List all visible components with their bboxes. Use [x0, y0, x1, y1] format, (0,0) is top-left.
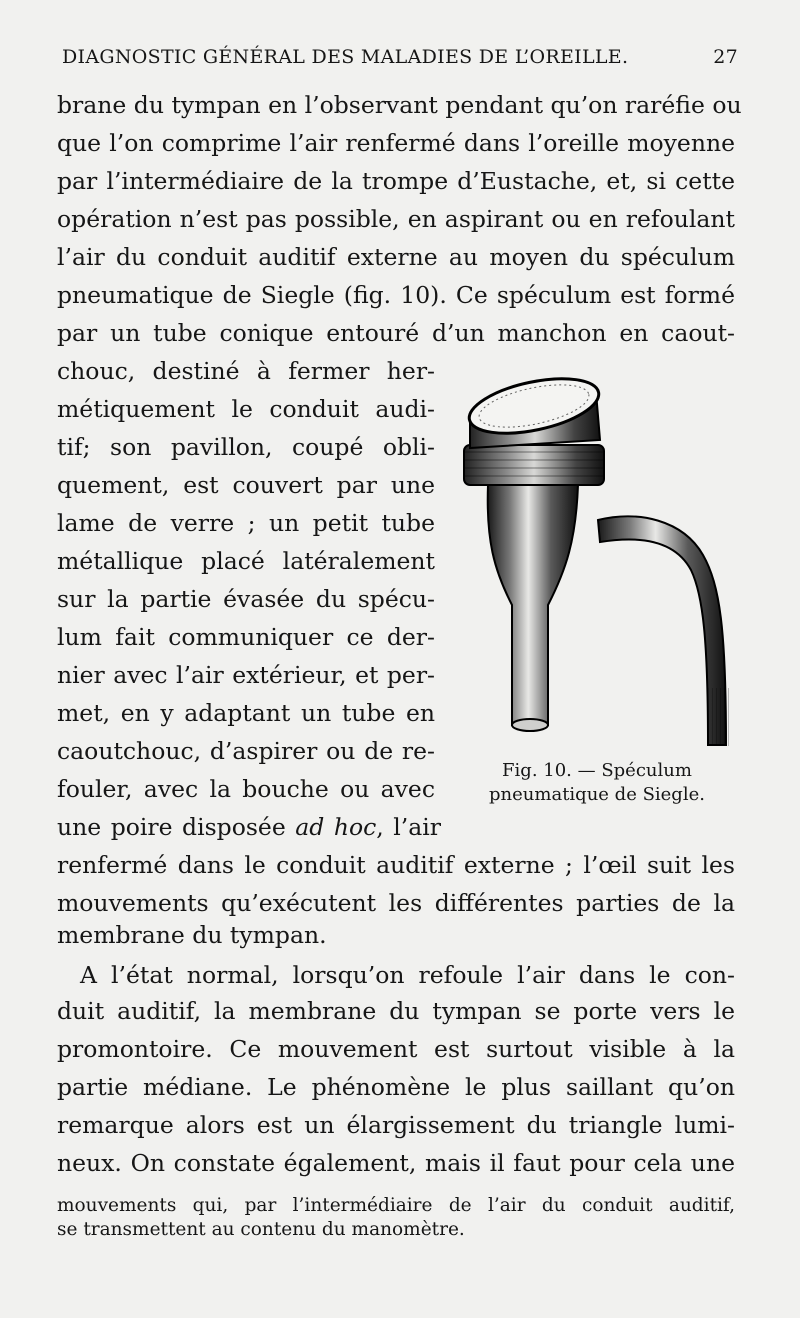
body-line: membrane du tympan.: [57, 921, 327, 949]
body-line: opération n’est pas possible, en aspirant ou en refoulant: [57, 205, 735, 233]
body-line: par un tube conique entouré d’un manchon en caout-: [57, 319, 735, 347]
body-line: tif; son pavillon, coupé obli-: [57, 433, 435, 461]
body-line: caoutchouc, d’aspirer ou de re-: [57, 737, 435, 765]
body-line: lame de verre ; un petit tube: [57, 509, 435, 537]
body-line: partie médiane. Le phénomène le plus saillant qu’on: [57, 1073, 735, 1101]
body-line: renfermé dans le conduit auditif externe ; l’œil suit les: [57, 851, 735, 879]
body-line: duit auditif, la membrane du tympan se porte vers le: [57, 997, 735, 1025]
body-line: chouc, destiné à fermer her-: [57, 357, 435, 385]
figure-caption: pneumatique de Siegle.: [489, 784, 705, 805]
body-line: mouvements qu’exécutent les différentes parties de la: [57, 889, 735, 917]
body-line: [57, 808, 441, 846]
body-text: une poire disposée: [57, 813, 296, 841]
body-line: pneumatique de Siegle (fig. 10). Ce spéculum est formé: [57, 281, 735, 309]
body-line: fouler, avec la bouche ou avec: [57, 775, 435, 803]
body-line: met, en y adaptant un tube en: [57, 699, 435, 727]
body-line: promontoire. Ce mouvement est surtout visible à la: [57, 1035, 735, 1063]
body-line: que l’on comprime l’air renfermé dans l’oreille moyenne: [57, 129, 735, 157]
body-text: , l’air: [376, 813, 442, 841]
footnote-line: se transmettent au contenu du manomètre.: [57, 1219, 465, 1240]
speculum-illustration: [448, 370, 748, 755]
body-line: sur la partie évasée du spécu-: [57, 585, 435, 613]
paragraph-first-line: A l’état normal, lorsqu’on refoule l’air dans le con-: [80, 961, 735, 989]
body-line: métiquement le conduit audi-: [57, 395, 435, 423]
page-number: 27: [713, 46, 738, 68]
body-line: nier avec l’air extérieur, et per-: [57, 661, 435, 689]
running-title: DIAGNOSTIC GÉNÉRAL DES MALADIES DE L’OREILLE.: [62, 46, 629, 68]
body-line: neux. On constate également, mais il faut pour cela une: [57, 1149, 735, 1177]
body-line: remarque alors est un élargissement du triangle lumi-: [57, 1111, 735, 1139]
body-line: quement, est couvert par une: [57, 471, 435, 499]
body-line: lum fait communiquer ce der-: [57, 623, 435, 651]
body-line: par l’intermédiaire de la trompe d’Eustache, et, si cette: [57, 167, 735, 195]
body-line: l’air du conduit auditif externe au moyen du spéculum: [57, 243, 735, 271]
footnote-line: mouvements qui, par l’intermédiaire de l’air du conduit auditif,: [57, 1195, 735, 1216]
italic-latin-phrase: ad hoc: [295, 813, 377, 841]
body-line: métallique placé latéralement: [57, 547, 435, 575]
body-line: brane du tympan en l’observant pendant qu’on raréfie ou: [57, 91, 742, 119]
running-header: [62, 46, 738, 76]
figure-caption: Fig. 10. — Spéculum: [502, 760, 692, 781]
